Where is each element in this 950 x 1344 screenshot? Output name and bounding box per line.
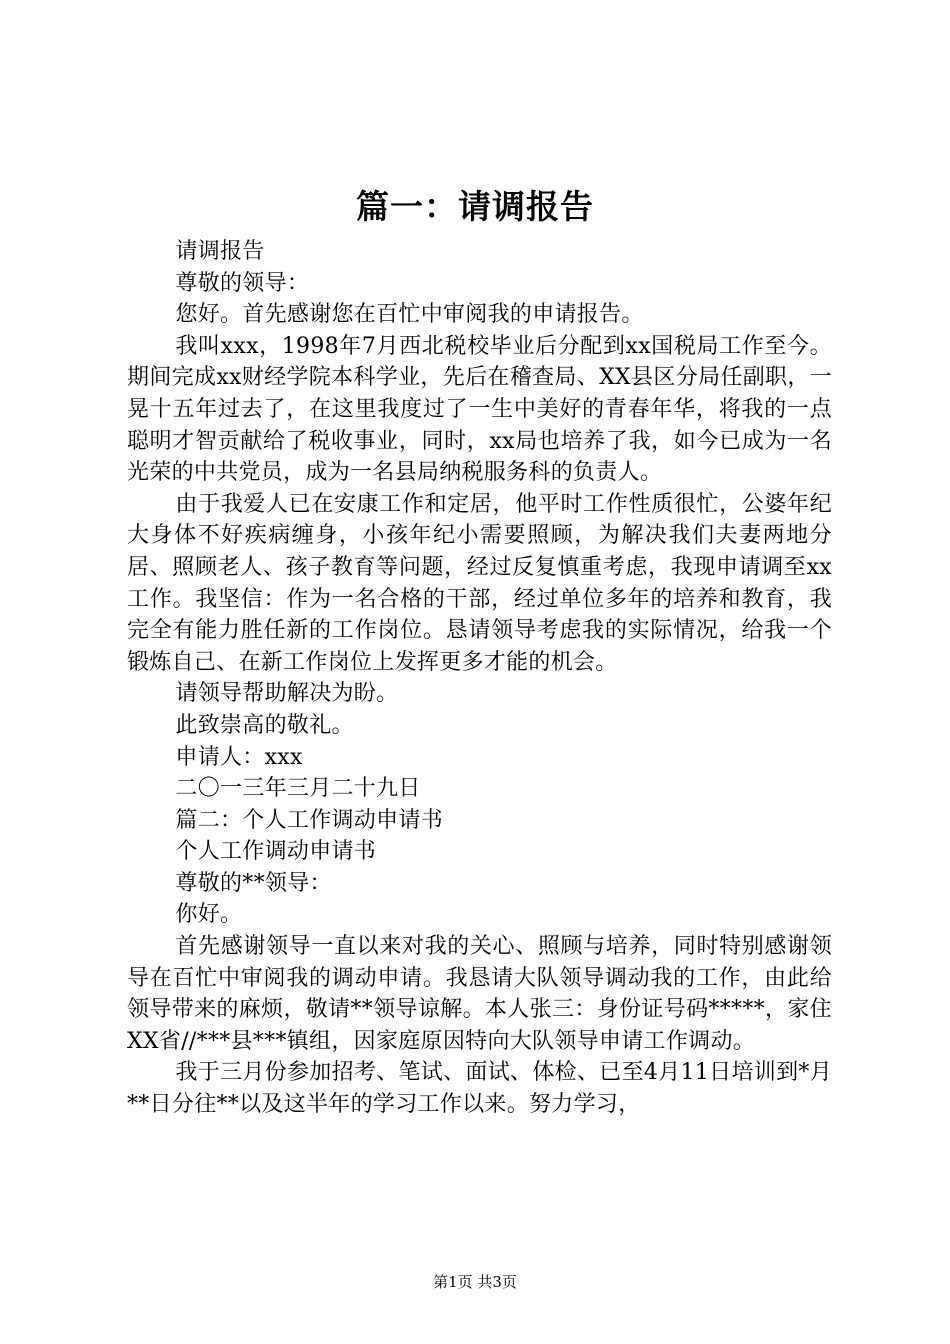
- paragraph-section-two-history: 我于三月份参加招考、笔试、面试、体检、已至4月11日培训到*月**日分往**以及这半年的学习工作以来。努力学习，: [127, 1060, 832, 1118]
- document-title: 篇一：请调报告: [356, 187, 594, 226]
- paragraph-reason: 由于我爱人已在安康工作和定居，他平时工作性质很忙，公婆年纪大身体不好疾病缠身，小孩年纪小需要照顾，为解决我们夫妻两地分居、照顾老人、孩子教育等问题，经过反复慎重考虑，我现申请调至xx工作。我坚信：作为一名合格的干部，经过单位多年的培养和教育，我完全有能力胜任新的工作岗位。恳请领导考虑我的实际情况，给我一个锻炼自己、在新工作岗位上发挥更多才能的机会。: [127, 491, 832, 675]
- paragraph-section-two-salutation: 尊敬的**领导：: [175, 870, 332, 896]
- paragraph-date: 二〇一三年三月二十九日: [175, 776, 421, 802]
- paragraph-applicant: 申请人：xxx: [175, 744, 303, 770]
- paragraph-closing: 此致崇高的敬礼。: [175, 712, 354, 738]
- paragraph-request: 请领导帮助解决为盼。: [175, 681, 399, 707]
- document-body: [127, 236, 832, 1121]
- paragraph-introduction: 我叫xxx，1998年7月西北税校毕业后分配到xx国税局工作至今。期间完成xx财经学院本科学业，先后在稽查局、XX县区分局任副职，一晃十五年过去了，在这里我度过了一生中美好的青春年华，将我的一点聪明才智贡献给了税收事业，同时，xx局也培养了我，如今已成为一名光荣的中共党员，成为一名县局纳税服务科的负责人。: [127, 333, 832, 486]
- paragraph-subtitle: 请调报告: [175, 239, 265, 264]
- page-footer: 第1页 共3页: [433, 1273, 517, 1291]
- paragraph-greeting: 您好。首先感谢您在百忙中审阅我的申请报告。: [175, 302, 644, 328]
- paragraph-section-two-thanks: 首先感谢领导一直以来对我的关心、照顾与培养，同时特别感谢领导在百忙中审阅我的调动申请。我恳请大队领导调动我的工作，由此给领导带来的麻烦，敬请**领导谅解。本人张三：身份证号码*****，家住XX省//***县***镇组，因家庭原因特向大队领导申请工作调动。: [127, 934, 832, 1054]
- paragraph-section-two-subtitle: 个人工作调动申请书: [175, 839, 377, 865]
- paragraph-section-two-heading: 篇二：个人工作调动申请书: [175, 807, 443, 833]
- paragraph-salutation: 尊敬的领导：: [175, 270, 310, 296]
- paragraph-section-two-greeting: 你好。: [175, 902, 243, 928]
